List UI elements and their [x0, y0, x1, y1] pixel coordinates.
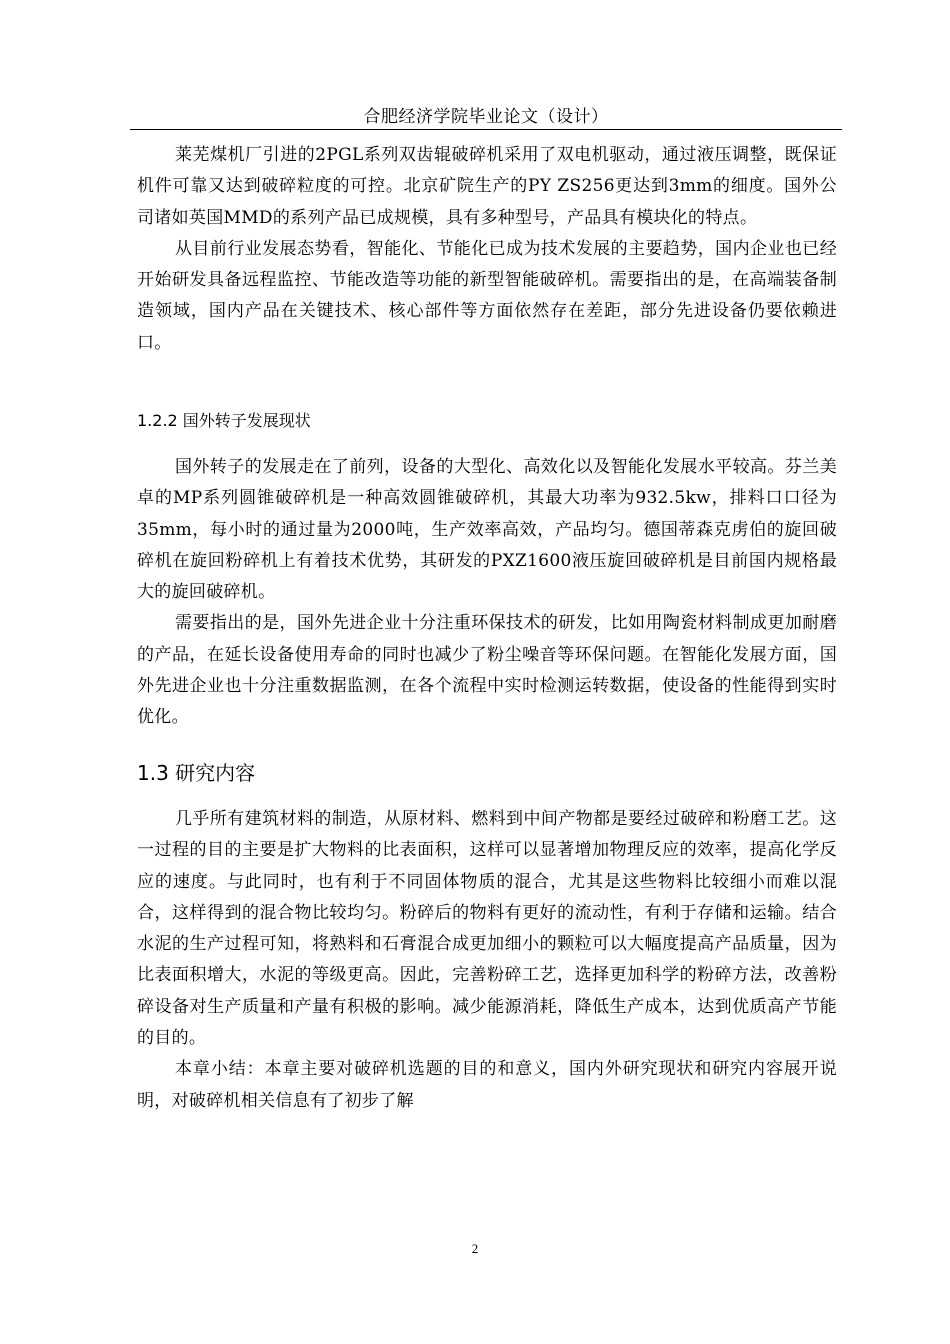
body-block-2 [137, 452, 837, 734]
body-block-3 [137, 804, 837, 1117]
paragraph: 莱芜煤机厂引进的2PGL系列双齿辊破碎机采用了双电机驱动，通过液压调整，既保证机件可靠又达到破碎粒度的可控。北京矿院生产的PY ZS256更达到3mm的细度。国外公司诸如英国MMD的系列产品已成规模，具有多种型号，产品具有模块化的特点。 [137, 145, 837, 228]
section-heading-1-3: 1.3 研究内容 [137, 761, 256, 785]
header-rule [130, 129, 842, 130]
section-heading-1-2-2: 1.2.2 国外转子发展现状 [137, 411, 311, 430]
paragraph: 需要指出的是，国外先进企业十分注重环保技术的研发，比如用陶瓷材料制成更加耐磨的产品，在延长设备使用寿命的同时也减少了粉尘噪音等环保问题。在智能化发展方面，国外先进企业也十分注重数据监测，在各个流程中实时检测运转数据，使设备的性能得到实时优化。 [137, 613, 837, 728]
paragraph: 几乎所有建筑材料的制造，从原材料、燃料到中间产物都是要经过破碎和粉磨工艺。这一过程的目的主要是扩大物料的比表面积，这样可以显著增加物理反应的效率，提高化学反应的速度。与此同时，也有利于不同固体物质的混合，尤其是这些物料比较细小而难以混合，这样得到的混合物比较均匀。粉碎后的物料有更好的流动性，有利于存储和运输。结合水泥的生产过程可知，将熟料和石膏混合成更加细小的颗粒可以大幅度提高产品质量，因为比表面积增大，水泥的等级更高。因此，完善粉碎工艺，选择更加科学的粉碎方法，改善粉碎设备对生产质量和产量有积极的影响。减少能源消耗，降低生产成本，达到优质高产节能的目的。 [137, 809, 837, 1049]
chapter-summary: 本章小结：本章主要对破碎机选题的目的和意义，国内外研究现状和研究内容展开说明，对破碎机相关信息有了初步了解 [137, 1059, 837, 1111]
paragraph: 国外转子的发展走在了前列，设备的大型化、高效化以及智能化发展水平较高。芬兰美卓的MP系列圆锥破碎机是一种高效圆锥破碎机，其最大功率为932.5kw，排料口口径为35mm，每小时的通过量为2000吨，生产效率高效，产品均匀。德国蒂森克虏伯的旋回破碎机在旋回粉碎机上有着技术优势，其研发的PXZ1600液压旋回破碎机是目前国内规格最大的旋回破碎机。 [137, 457, 837, 603]
running-header: 合肥经济学院毕业论文（设计） [363, 107, 609, 127]
paragraph: 从目前行业发展态势看，智能化、节能化已成为技术发展的主要趋势，国内企业也已经开始研发具备远程监控、节能改造等功能的新型智能破碎机。需要指出的是，在高端装备制造领域，国内产品在关键技术、核心部件等方面依然存在差距，部分先进设备仍要依赖进口。 [137, 238, 837, 353]
page-number: 2 [471, 1241, 479, 1256]
body-block-1 [137, 140, 837, 359]
